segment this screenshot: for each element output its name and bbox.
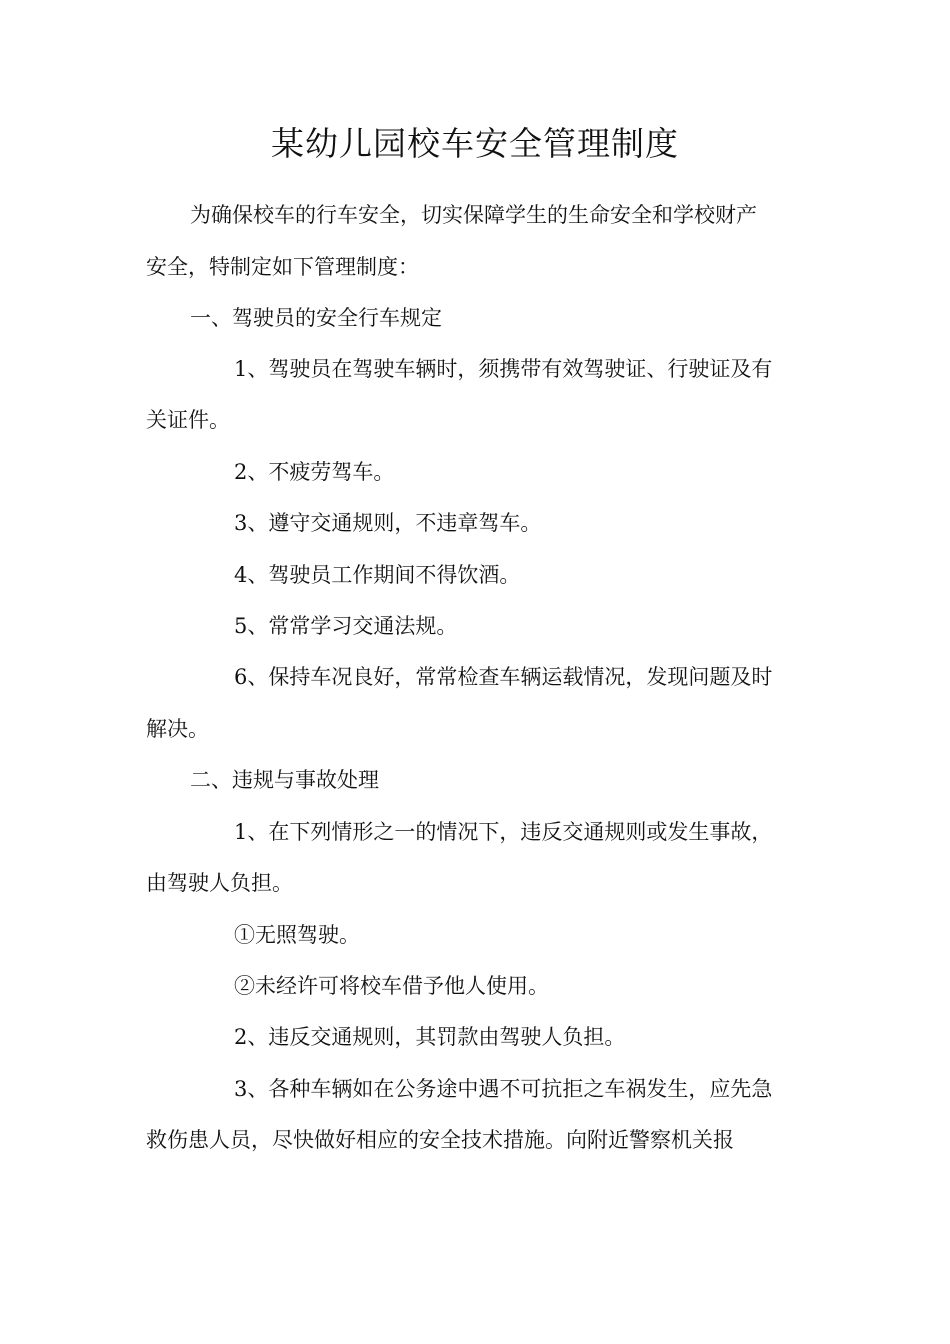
section-1-heading: 一、驾驶员的安全行车规定 (190, 306, 442, 330)
section-1-item-6-line-1: 6、保持车况良好，常常检查车辆运载情况，发现问题及时 (234, 665, 773, 689)
section-2-item-2: 2、违反交通规则，其罚款由驾驶人负担。 (234, 1025, 626, 1049)
section-2-item-3-line-1: 3、各种车辆如在公务途中遇不可抗拒之车祸发生，应先急 (234, 1077, 773, 1101)
section-2-heading: 二、违规与事故处理 (190, 768, 379, 792)
intro-paragraph-line-2: 安全，特制定如下管理制度： (146, 255, 419, 279)
section-1-item-4: 4、驾驶员工作期间不得饮酒。 (234, 563, 521, 587)
intro-paragraph-line-1: 为确保校车的行车安全，切实保障学生的生命安全和学校财产 (190, 203, 757, 227)
section-1-item-1-line-2: 关证件。 (146, 408, 230, 432)
section-2-item-1-line-1: 1、在下列情形之一的情况下，违反交通规则或发生事故， (234, 820, 773, 844)
section-1-item-5: 5、常常学习交通法规。 (234, 614, 458, 638)
section-1-item-1-line-1: 1、驾驶员在驾驶车辆时，须携带有效驾驶证、行驶证及有 (234, 357, 773, 381)
section-2-sub-item-2: ②未经许可将校车借予他人使用。 (234, 974, 549, 998)
section-2-item-1-line-2: 由驾驶人负担。 (146, 871, 293, 895)
section-1-item-3: 3、遵守交通规则，不违章驾车。 (234, 511, 542, 535)
section-1-item-2: 2、不疲劳驾车。 (234, 460, 395, 484)
section-2-sub-item-1: ①无照驾驶。 (234, 923, 360, 947)
document-title: 某幼儿园校车安全管理制度 (271, 124, 679, 163)
section-2-item-3-line-2: 救伤患人员，尽快做好相应的安全技术措施。向附近警察机关报 (146, 1128, 734, 1152)
section-1-item-6-line-2: 解决。 (146, 717, 209, 741)
